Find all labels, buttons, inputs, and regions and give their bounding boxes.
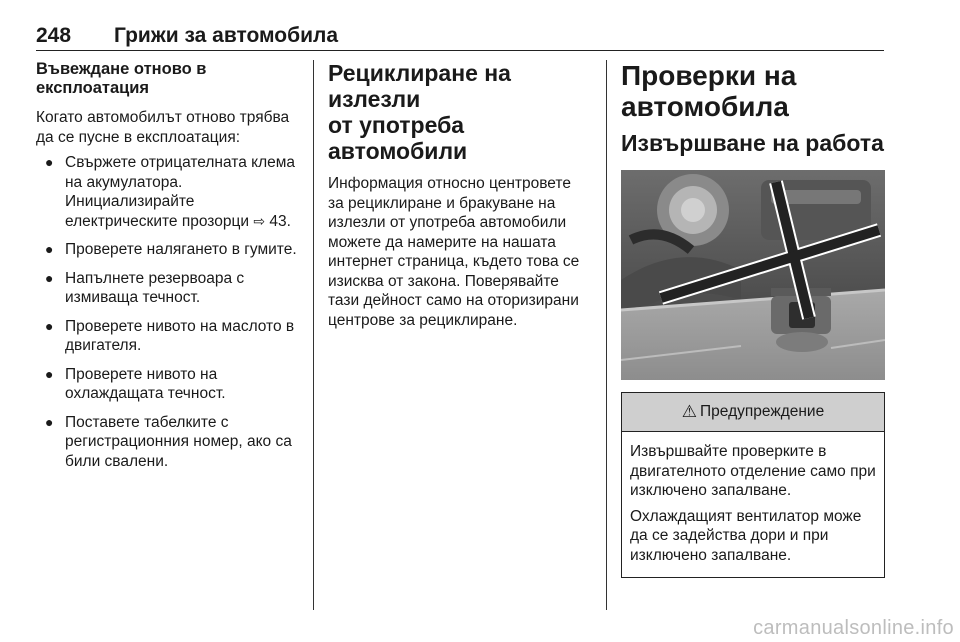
arrow-reference-icon: ⇨: [253, 212, 266, 229]
section-subtitle: Извършване на работа: [621, 130, 884, 156]
heading-line: експлоатация: [36, 79, 150, 97]
heading-line: от употреба автомобили: [328, 112, 468, 164]
section-heading-recycling: [328, 60, 590, 164]
warning-box: [621, 392, 885, 578]
warning-paragraph: Извършвайте проверките в двигателното отделение само при изключено запалване.: [630, 443, 876, 499]
list-item-text: Свържете отрицателната клема на акумулатора. Инициализирайте електрическите прозорци: [65, 154, 296, 230]
heading-line: Рециклиране на излезли: [328, 60, 511, 112]
bullet-icon: ●: [45, 365, 54, 382]
warning-header: [622, 393, 884, 432]
warning-title: Предупреждение: [700, 403, 825, 420]
bullet-icon: ●: [45, 154, 54, 170]
bullet-icon: ●: [45, 269, 54, 286]
list-item-text: Поставете табелките с регистрационния номер, ако са били свалени.: [65, 413, 292, 470]
page-number: 248: [36, 24, 72, 47]
list-item-text: Проверете нивото на охлаждащата течност.: [65, 365, 226, 402]
warning-paragraph: Охлаждащият вентилатор може да се задейства дори и при изключено запалване.: [630, 507, 862, 564]
warning-body: [622, 432, 884, 577]
page-title: Грижи за автомобила: [114, 24, 339, 47]
column-restart: [36, 60, 300, 480]
recycling-paragraph: Информация относно центровете за рециклиране и бракуване на излезли от употреба автомобили можете да намерите на нашата интернет страница, където това се изисква от закона. Поверявайте тази дейност само на оторизирани центрове за рециклиране.: [328, 175, 580, 329]
page-reference[interactable]: 43.: [269, 212, 291, 230]
bullet-icon: ●: [45, 241, 54, 257]
list-item-text: Проверете нивото на маслото в двигателя.: [65, 317, 295, 354]
title-line: автомобила: [621, 91, 789, 122]
restart-steps-list: [36, 153, 300, 471]
list-item-text: Проверете налягането в гумите.: [65, 241, 297, 258]
heading-line: Въвеждане отново в: [36, 60, 207, 78]
watermark: carmanualsonline.info: [753, 617, 954, 639]
column-recycling: [328, 60, 590, 336]
list-item-text: Напълнете резервоара с измиваща течност.: [65, 269, 245, 306]
section-heading-restart: [36, 60, 300, 98]
title-line: Проверки на: [621, 60, 797, 91]
column-divider: [313, 60, 314, 610]
warning-triangle-icon: ⚠: [681, 402, 698, 421]
list-item: [36, 365, 300, 404]
list-item: [36, 153, 300, 231]
list-item: [36, 269, 300, 308]
column-vehicle-checks: [621, 60, 885, 578]
bullet-icon: ●: [45, 413, 54, 430]
list-item: [36, 413, 300, 472]
page-header: [36, 20, 884, 51]
intro-paragraph: Когато автомобилът отново трябва да се пусне в експлоатация:: [36, 109, 290, 146]
engine-bay-illustration: [621, 170, 885, 380]
column-divider: [606, 60, 607, 610]
list-item: [36, 240, 300, 260]
chapter-title: [621, 60, 885, 122]
list-item: [36, 317, 300, 356]
bullet-icon: ●: [45, 317, 54, 334]
